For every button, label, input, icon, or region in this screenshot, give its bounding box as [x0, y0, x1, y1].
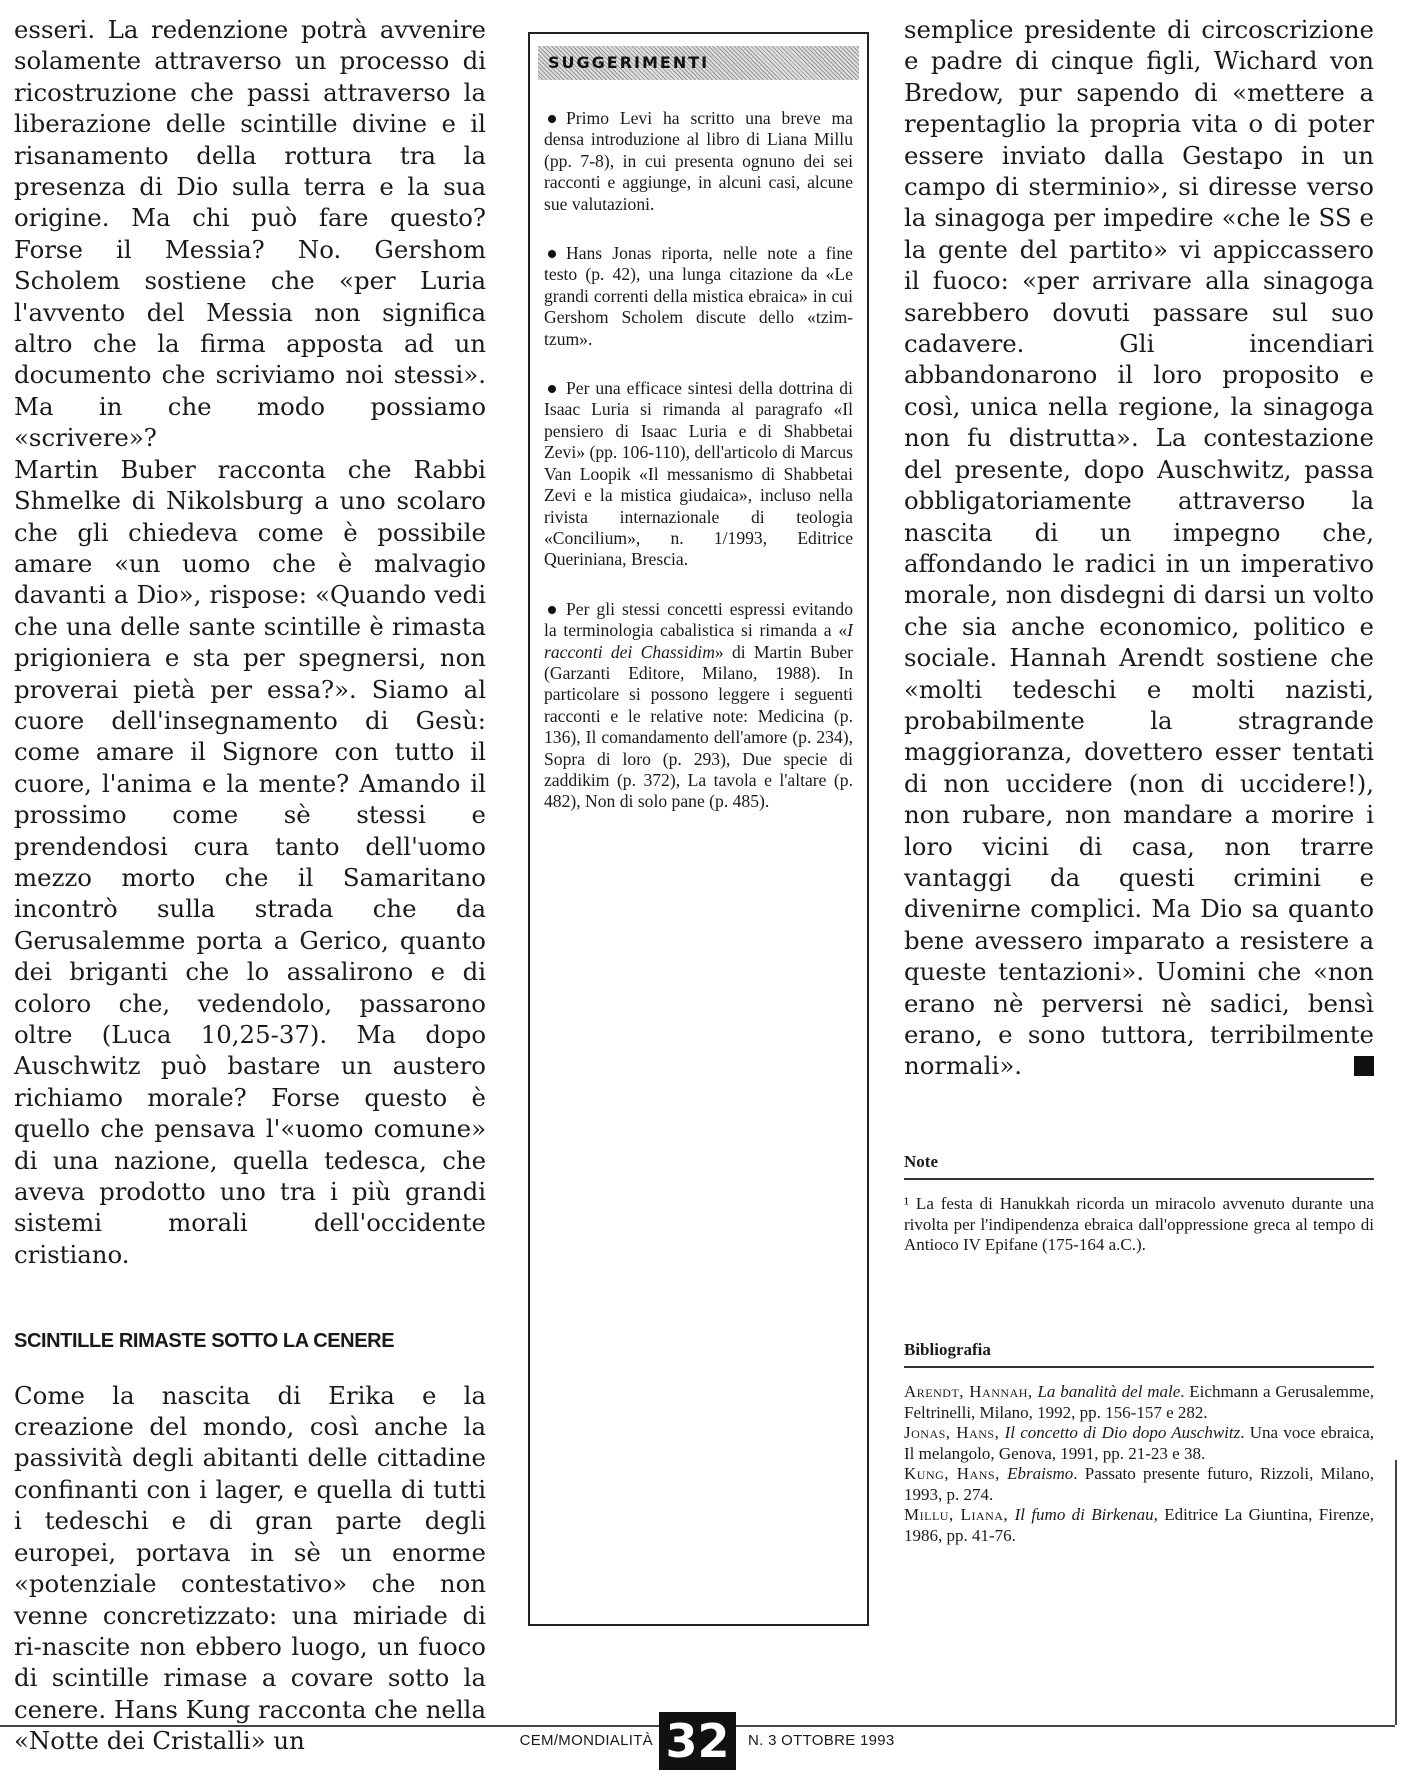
- page-number: 32: [659, 1712, 736, 1770]
- magazine-name: CEM/MONDIALITÀ: [519, 1732, 653, 1749]
- right-column: [904, 14, 1374, 1082]
- bib-rest: , Editrice La Giuntina, Firenze, 1986, pp. 41-76.: [904, 1505, 1375, 1545]
- bibliography-list: [904, 1382, 1374, 1546]
- bibliography-entry: [904, 1423, 1374, 1464]
- tip-text: Per una efficace sintesi della dottrina di Isaac Luria si rimanda al paragrafo «Il pensiero di Isaac Luria e di Shabbetai Zevi» (pp. 106-110), dell'articolo di Marcus Van Loopik «Il messanismo di Shabbetai Zevi e la mistica giudaica», incluso nella rivista internazionale di teologia «Concilium», n. 1/1993, Editrice Queriniana, Brescia.: [544, 378, 853, 570]
- page-footer: [0, 1712, 1403, 1772]
- bib-title: Ebraismo: [1007, 1464, 1074, 1483]
- bullet-icon: [548, 115, 556, 123]
- tip-text: Primo Levi ha scritto una breve ma densa introduzione al libro di Liana Millu (pp. 7-8), in cui presenta ognuno dei sei racconti e aggiunge, in alcuni casi, alcune sue valutazioni.: [544, 108, 853, 214]
- bib-title: Il fumo di Birkenau: [1014, 1505, 1154, 1524]
- bib-author: Millu, Liana,: [904, 1505, 1009, 1524]
- notes-title: Note: [904, 1152, 1374, 1180]
- tip-item: [544, 350, 853, 571]
- tip-item: [544, 571, 853, 813]
- end-mark-icon: [1354, 1056, 1374, 1076]
- left-paragraph-3: Come la nascita di Erika e la creazione del mondo, così anche la passività degli abitanti delle cittadine confinanti con i lager, e quella di tutti i tedeschi e di gran parte degli europei, portava in sè un enorme «potenziale contestativo» che non venne concretizzato: una miriade di ri-nascite non ebbero luogo, un fuoco di scintille rimase a covare sotto la cenere. Hans Kung racconta che nella «Notte dei Cristalli» un: [14, 1380, 486, 1756]
- suggestions-sidebar: [528, 32, 869, 1626]
- tip-text-after: » di Martin Buber (Garzanti Editore, Milano, 1988). In particolare si possono leggere i seguenti racconti e le relative note: Medicina (p. 136), Il comandamento dell'amore (p. 234), Sopra di loro (p. 293), Due specie di zaddikim (p. 372), La tavola e l'altare (p. 482), Non di solo pane (p. 485).: [544, 641, 853, 812]
- bibliography-entry: [904, 1464, 1374, 1505]
- right-paragraph: [904, 14, 1374, 1082]
- bib-author: Kung, Hans,: [904, 1464, 1000, 1483]
- sidebar-title-text: SUGGERIMENTI: [548, 53, 710, 73]
- bullet-icon: [548, 250, 556, 258]
- bibliography-section: [904, 1340, 1374, 1546]
- bib-author: Jonas, Hans,: [904, 1423, 1000, 1442]
- bib-rest: . Una voce ebraica, Il melangolo, Genova, 1991, pp. 21-23 e 38.: [904, 1423, 1375, 1463]
- bib-author: Arendt, Hannah,: [904, 1382, 1033, 1401]
- bullet-icon: [548, 606, 556, 614]
- tip-item: [544, 215, 853, 350]
- tip-book-title: I racconti dei Chassidim: [544, 620, 853, 662]
- tip-item: [544, 80, 853, 215]
- sidebar-title: [538, 46, 859, 80]
- section-heading: SCINTILLE RIMASTE SOTTO LA CENERE: [14, 1330, 395, 1353]
- bib-rest: . Eichmann a Gerusalemme, Feltrinelli, Milano, 1992, pp. 156-157 e 282.: [904, 1382, 1374, 1422]
- bibliography-entry: [904, 1382, 1374, 1423]
- left-column: [14, 14, 486, 1757]
- tip-text-before: Per gli stessi concetti espressi evitando la terminologia cabalistica si rimanda a «: [544, 598, 853, 641]
- right-paragraph-text: semplice presidente di circoscrizione e padre di cinque figli, Wichard von Bredow, pur sapendo di «mettere a repentaglio la propria vita o di poter essere inviato dalla Gestapo in un campo di sterminio», si diresse verso la sinagoga per impedire «che le SS e la gente del partito» vi appiccassero il fuoco: «per arrivare alla sinagoga sarebbero dovuti passare sul suo cadavere. Gli incendiari abbandonarono il loro proposito e così, unica nella regione, la sinagoga non fu distrutta». La contestazione del presente, dopo Auschwitz, passa obbligatoriamente attraverso la nascita di un impegno che, affondando le radici in un imperativo morale, non disdegni di darsi un volto che sia anche economico, politico e sociale. Hannah Arendt sostiene che «molti tedeschi e molti nazisti, probabilmente la stragrande maggioranza, dovettero esser tentati di non uccidere (non di uccidere!), non rubare, non mandare a morire i loro vicini di casa, non trarre vantaggi da questi crimini e divenirne complici. Ma Dio sa quanto bene avessero imparato a resistere a queste tentazioni». Uomini che «non erano nè perversi nè sadici, bensì erano, e sono tuttora, terribilmente normali».: [904, 15, 1374, 1081]
- right-border-line: [1395, 1460, 1397, 1725]
- bib-title: Il concetto di Dio dopo Auschwitz: [1004, 1423, 1241, 1442]
- issue-info: N. 3 OTTOBRE 1993: [748, 1732, 895, 1749]
- tip-text: Hans Jonas riporta, nelle note a fine testo (p. 42), una lunga citazione da «Le grandi correnti della mistica ebraica» in cui Gershom Scholem discute dello «tzim-tzum».: [544, 243, 853, 349]
- bibliography-entry: [904, 1505, 1374, 1546]
- bib-rest: . Passato presente futuro, Rizzoli, Milano, 1993, p. 274.: [904, 1464, 1375, 1504]
- bib-title: La banalità del male: [1037, 1382, 1181, 1401]
- left-paragraph-2: Martin Buber racconta che Rabbi Shmelke di Nikolsburg a uno scolaro che gli chiedeva come è possibile amare «un uomo che è malvagio davanti a Dio», rispose: «Quando vedi che una delle sante scintille è rimasta prigioniera e sta per spegnersi, non proverai pietà per essa?». Siamo al cuore dell'insegnamento di Gesù: come amare il Signore con tutto il cuore, l'anima e la mente? Amando il prossimo come sè stessi e prendendosi cura tanto dell'uomo mezzo morto che il Samaritano incontrò sulla strada che da Gerusalemme porta a Gerico, quanto dei briganti che lo assalirono e di coloro che, vedendolo, passarono oltre (Luca 10,25-37). Ma dopo Auschwitz può bastare un austero richiamo morale? Forse questo è quello che pensava l'«uomo comune» di una nazione, quella tedesca, che aveva prodotto uno tra i più grandi sistemi morali dell'occidente cristiano.: [14, 454, 486, 1269]
- notes-section: [904, 1152, 1374, 1256]
- bibliography-title: Bibliografia: [904, 1340, 1374, 1368]
- notes-text: ¹ La festa di Hanukkah ricorda un miracolo avvenuto durante una rivolta per l'indipendenza ebraica dall'oppressione greca al tempo di Antioco IV Epifane (175-164 a.C.).: [904, 1194, 1374, 1254]
- left-paragraph-1: esseri. La redenzione potrà avvenire solamente attraverso un processo di ricostruzione che passi attraverso la liberazione delle scintille divine e il risanamento della rottura tra la presenza di Dio sulla terra e la sua origine. Ma chi può fare questo? Forse il Messia? No. Gershom Scholem sostiene che «per Luria l'avvento del Messia non significa altro che la firma apposta ad un documento che scriviamo noi stessi». Ma in che modo possiamo «scrivere»?: [14, 15, 486, 453]
- bullet-icon: [548, 385, 556, 393]
